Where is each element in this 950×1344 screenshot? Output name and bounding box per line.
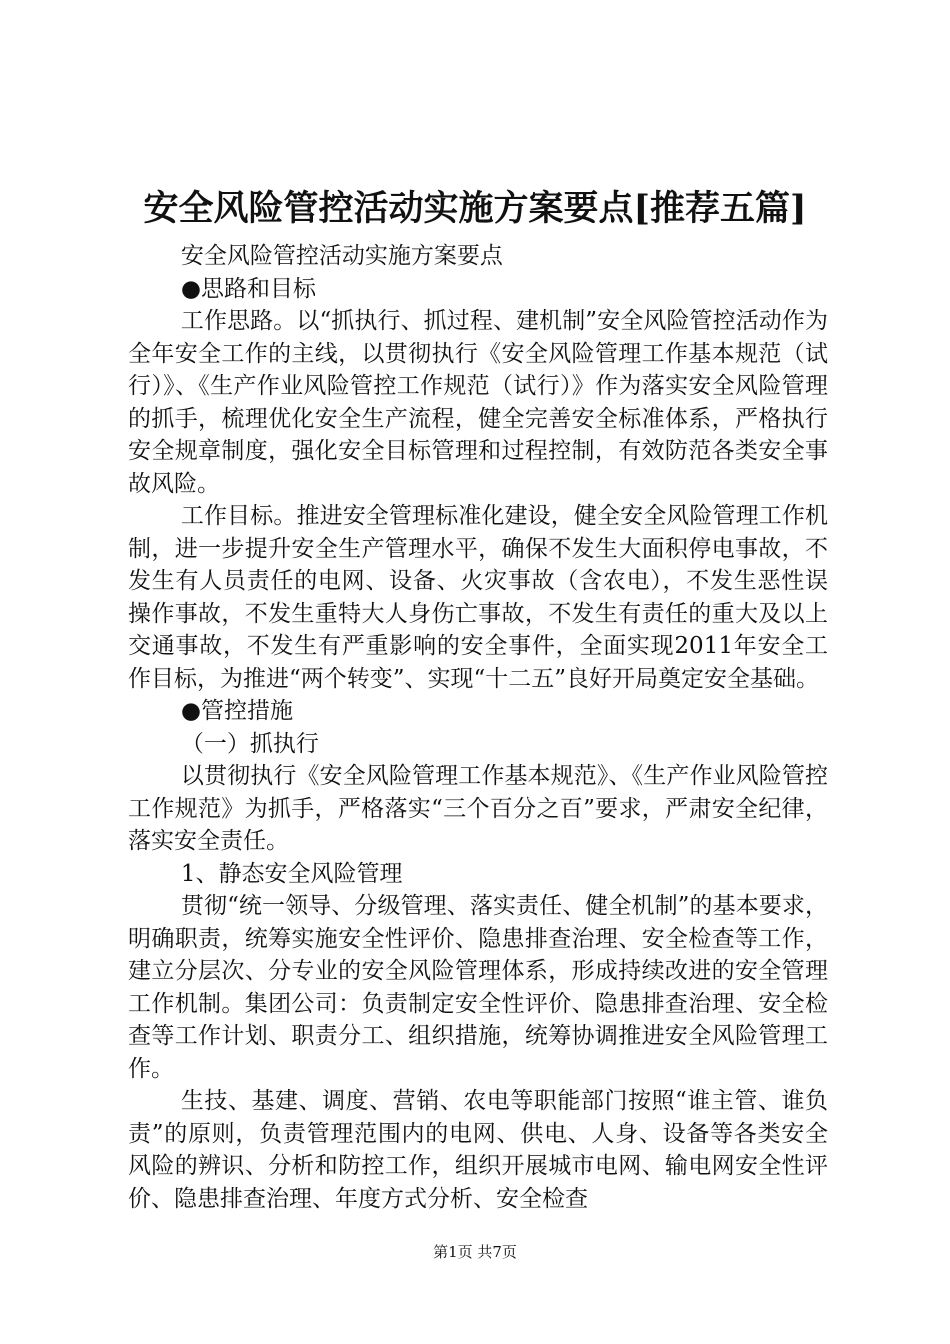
- paragraph-subtitle: 安全风险管控活动实施方案要点: [180, 243, 503, 269]
- page-number: 第1页 共7页: [433, 1243, 517, 1261]
- paragraph-work-approach: 工作思路。以“抓执行、抓过程、建机制”安全风险管控活动作为全年安全工作的主线，以贯彻执行《安全风险管理工作基本规范（试行）》、《生产作业风险管控工作规范（试行）》作为落实安全风险管理的抓手，梳理优化安全生产流程，健全完善安全标准体系，严格执行安全规章制度，强化安全目标管理和过程控制，有效防范各类安全事故风险。: [128, 308, 828, 497]
- paragraph-departments: 生技、基建、调度、营销、农电等职能部门按照“谁主管、谁负责”的原则，负责管理范围内的电网、供电、人身、设备等各类安全风险的辨识、分析和防控工作，组织开展城市电网、输电网安全性评价、隐患排查治理、年度方式分析、安全检查: [128, 1088, 828, 1212]
- paragraph-execution: 以贯彻执行《安全风险管理工作基本规范》、《生产作业风险管控工作规范》为抓手，严格落实“三个百分之百”要求，严肃安全纪律，落实安全责任。: [128, 763, 828, 854]
- subheading-static-risk: 1、静态安全风险管理: [180, 860, 403, 887]
- subheading-execution: （一）抓执行: [180, 730, 319, 757]
- paragraph-static-risk: 贯彻“统一领导、分级管理、落实责任、健全机制”的基本要求，明确职责，统筹实施安全性评价、隐患排查治理、安全检查等工作，建立分层次、分专业的安全风险管理体系，形成持续改进的安全管理工作机制。集团公司：负责制定安全性评价、隐患排查治理、安全检查等工作计划、职责分工、组织措施，统筹协调推进安全风险管理工作。: [128, 893, 828, 1082]
- section-heading-goals: ●思路和目标: [180, 275, 316, 302]
- paragraph-work-goal: 工作目标。推进安全管理标准化建设，健全安全风险管理工作机制，进一步提升安全生产管理水平，确保不发生大面积停电事故，不发生有人员责任的电网、设备、火灾事故（含农电），不发生恶性误操作事故，不发生重特大人身伤亡事故，不发生有责任的重大及以上交通事故，不发生有严重影响的安全事件，全面实现2011年安全工作目标，为推进“两个转变”、实现“十二五”良好开局奠定安全基础。: [128, 503, 828, 692]
- document-body: [128, 208, 828, 1215]
- section-heading-measures: ●管控措施: [180, 698, 293, 724]
- document-title: 安全风险管控活动实施方案要点[推荐五篇]: [143, 188, 807, 229]
